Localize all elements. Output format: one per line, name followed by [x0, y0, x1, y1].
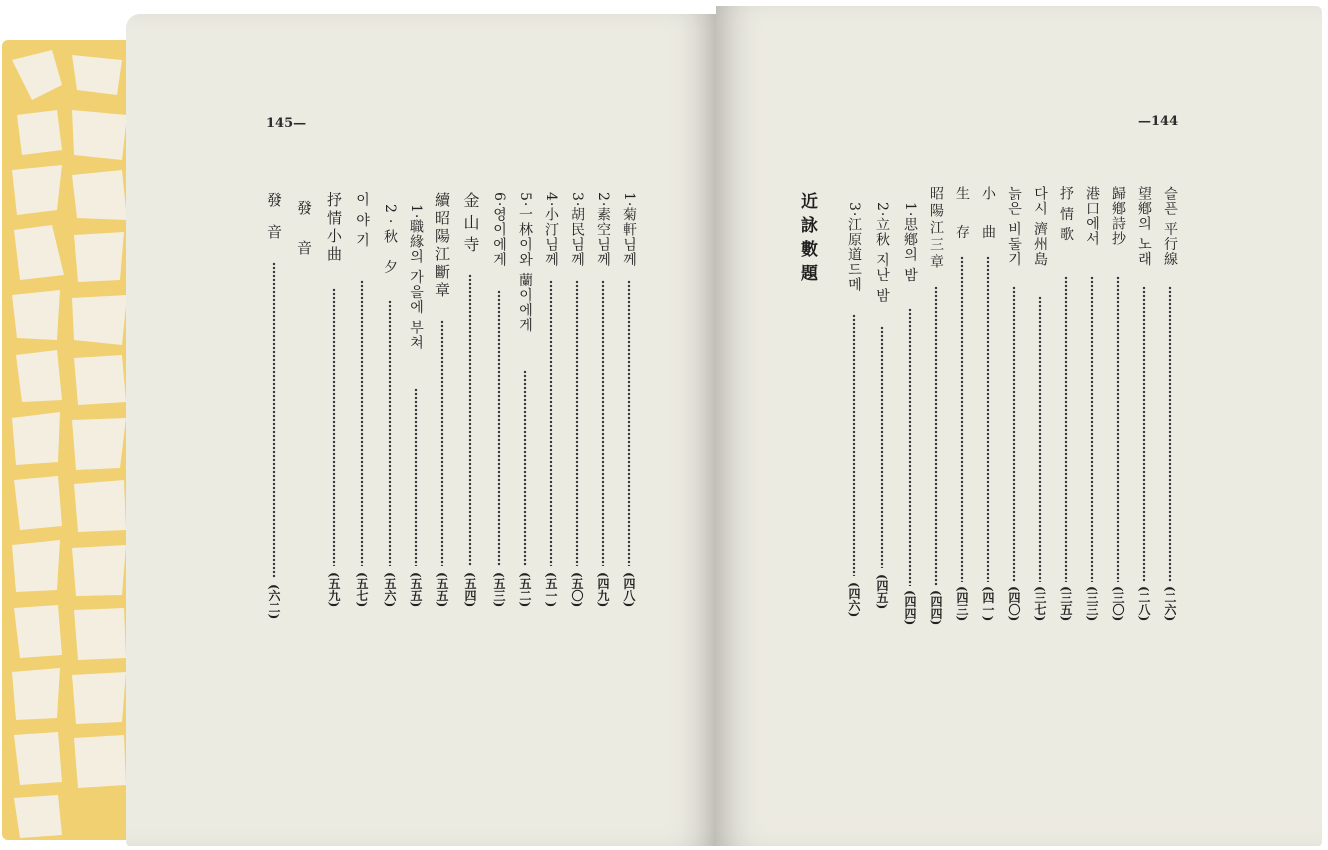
dot-leader	[627, 280, 631, 566]
dot-leader	[1116, 276, 1120, 582]
entry-page: (四四)	[903, 590, 917, 626]
entry-page: (五五)	[409, 572, 423, 608]
dot-leader	[601, 280, 605, 566]
entry-page: (五五)	[435, 572, 449, 608]
toc-entry	[264, 192, 284, 832]
toc-entry	[619, 192, 639, 832]
entry-page: (五九)	[327, 572, 341, 608]
dot-leader	[468, 274, 472, 566]
entry-page: (四五)	[875, 574, 889, 610]
entry-title: 生 存	[954, 186, 970, 249]
toc-entry	[294, 200, 314, 840]
entry-title: 3·江原道드메	[846, 202, 862, 293]
dot-leader	[575, 280, 579, 566]
entry-title: 港口에서	[1084, 186, 1100, 246]
toc-entry	[460, 192, 480, 832]
entry-title: 6·영이에게	[491, 192, 507, 268]
right-page	[716, 6, 1322, 846]
entry-title: 昭陽江三章	[928, 186, 944, 271]
entry-title: 다시 濟州島	[1032, 186, 1048, 267]
entry-page: (五六)	[383, 572, 397, 608]
entry-page: (三三)	[1085, 586, 1099, 622]
toc-entry	[489, 192, 509, 832]
entry-title: 抒 情 歌	[1058, 186, 1074, 242]
entry-page: (五四)	[463, 572, 477, 608]
toc-entry	[1108, 186, 1128, 826]
toc-entry	[406, 204, 426, 844]
entry-title: 續昭陽江斷章	[433, 192, 451, 300]
toc-entry	[324, 192, 344, 832]
entry-title: 3·胡民님께	[569, 192, 585, 268]
entry-title: 2·秋 夕	[382, 204, 398, 280]
entry-title: 1·職緣의 가을에 부쳐	[408, 204, 424, 351]
dot-leader	[497, 290, 501, 566]
entry-page: (四六)	[847, 582, 861, 618]
dot-leader	[1038, 296, 1042, 582]
dot-leader	[960, 256, 964, 582]
entry-title: 1·菊軒님께	[621, 192, 637, 268]
dot-leader	[908, 308, 912, 586]
entry-page: (四四)	[929, 590, 943, 626]
dot-leader	[1012, 286, 1016, 582]
toc-entry	[541, 192, 561, 832]
toc-entry	[352, 192, 372, 832]
dot-leader	[272, 262, 276, 578]
entry-title: 5·一林이와 蘭이에게	[517, 192, 533, 333]
entry-title: 슬픈 平行線	[1162, 186, 1178, 267]
entry-page: (五三)	[492, 572, 506, 608]
dot-leader	[1090, 276, 1094, 582]
toc-entry	[872, 202, 892, 842]
toc-entry	[432, 192, 452, 832]
right-page-number: —144	[1138, 114, 1179, 129]
entry-title: 發 音	[295, 200, 313, 265]
toc-entry	[952, 186, 972, 826]
entry-title: 4·小汀님께	[543, 192, 559, 268]
entry-page: (四八)	[622, 572, 636, 608]
toc-entry	[900, 202, 920, 842]
entry-page: (四九)	[596, 572, 610, 608]
dot-leader	[332, 288, 336, 566]
entry-page: (三七)	[1033, 586, 1047, 622]
toc-entry	[1004, 186, 1024, 826]
entry-title: 歸鄕詩抄	[1110, 186, 1126, 246]
entry-page: (四三)	[955, 586, 969, 622]
toc-entry	[567, 192, 587, 832]
entry-title: 이 야 기	[354, 192, 370, 248]
dot-leader	[1064, 276, 1068, 582]
dot-leader	[549, 280, 553, 566]
toc-entry	[515, 192, 535, 832]
entry-title: 抒情小曲	[325, 192, 343, 264]
toc-entry	[1030, 186, 1050, 826]
entry-title: 望鄕의 노래	[1136, 186, 1152, 267]
entry-page: (五〇)	[570, 572, 584, 608]
entry-page: (二六)	[1163, 586, 1177, 622]
entry-title: 1·思鄕의 밤	[902, 202, 918, 283]
dot-leader	[360, 280, 364, 566]
entry-title: 2·素空님께	[595, 192, 611, 268]
entry-page: (二八)	[1137, 586, 1151, 622]
dot-leader	[388, 300, 392, 566]
toc-entry	[1082, 186, 1102, 826]
entry-title: 小 曲	[980, 186, 996, 249]
dot-leader	[880, 326, 884, 568]
entry-page: (六二)	[267, 584, 281, 620]
section-title: 近詠數題	[797, 192, 817, 288]
left-page	[126, 14, 716, 846]
dot-leader	[1142, 286, 1146, 582]
entry-title: 金山寺	[461, 192, 480, 258]
toc-entry	[926, 186, 946, 826]
toc-entry	[1056, 186, 1076, 826]
dot-leader	[523, 370, 527, 566]
dot-leader	[414, 388, 418, 566]
dot-leader	[934, 286, 938, 586]
entry-title: 發 音	[265, 192, 283, 245]
dot-leader	[440, 320, 444, 566]
toc-entry	[978, 186, 998, 826]
entry-page: (五二)	[518, 572, 532, 608]
entry-page: (四〇)	[1007, 586, 1021, 622]
toc-entry	[844, 202, 864, 842]
toc-entry	[1160, 186, 1180, 826]
entry-page: (三〇)	[1111, 586, 1125, 622]
toc-entry	[380, 204, 400, 844]
dot-leader	[986, 256, 990, 582]
entry-title: 늙은 비둘기	[1006, 186, 1022, 267]
entry-page: (五七)	[355, 572, 369, 608]
entry-page: (五一)	[544, 572, 558, 608]
left-page-number: 145—	[266, 116, 307, 131]
entry-page: (三五)	[1059, 586, 1073, 622]
entry-title: 2·立秋 지난 밤	[874, 202, 890, 304]
entry-page: (四一)	[981, 586, 995, 622]
toc-entry	[1134, 186, 1154, 826]
toc-entry	[593, 192, 613, 832]
dot-leader	[852, 314, 856, 576]
dot-leader	[1168, 286, 1172, 582]
